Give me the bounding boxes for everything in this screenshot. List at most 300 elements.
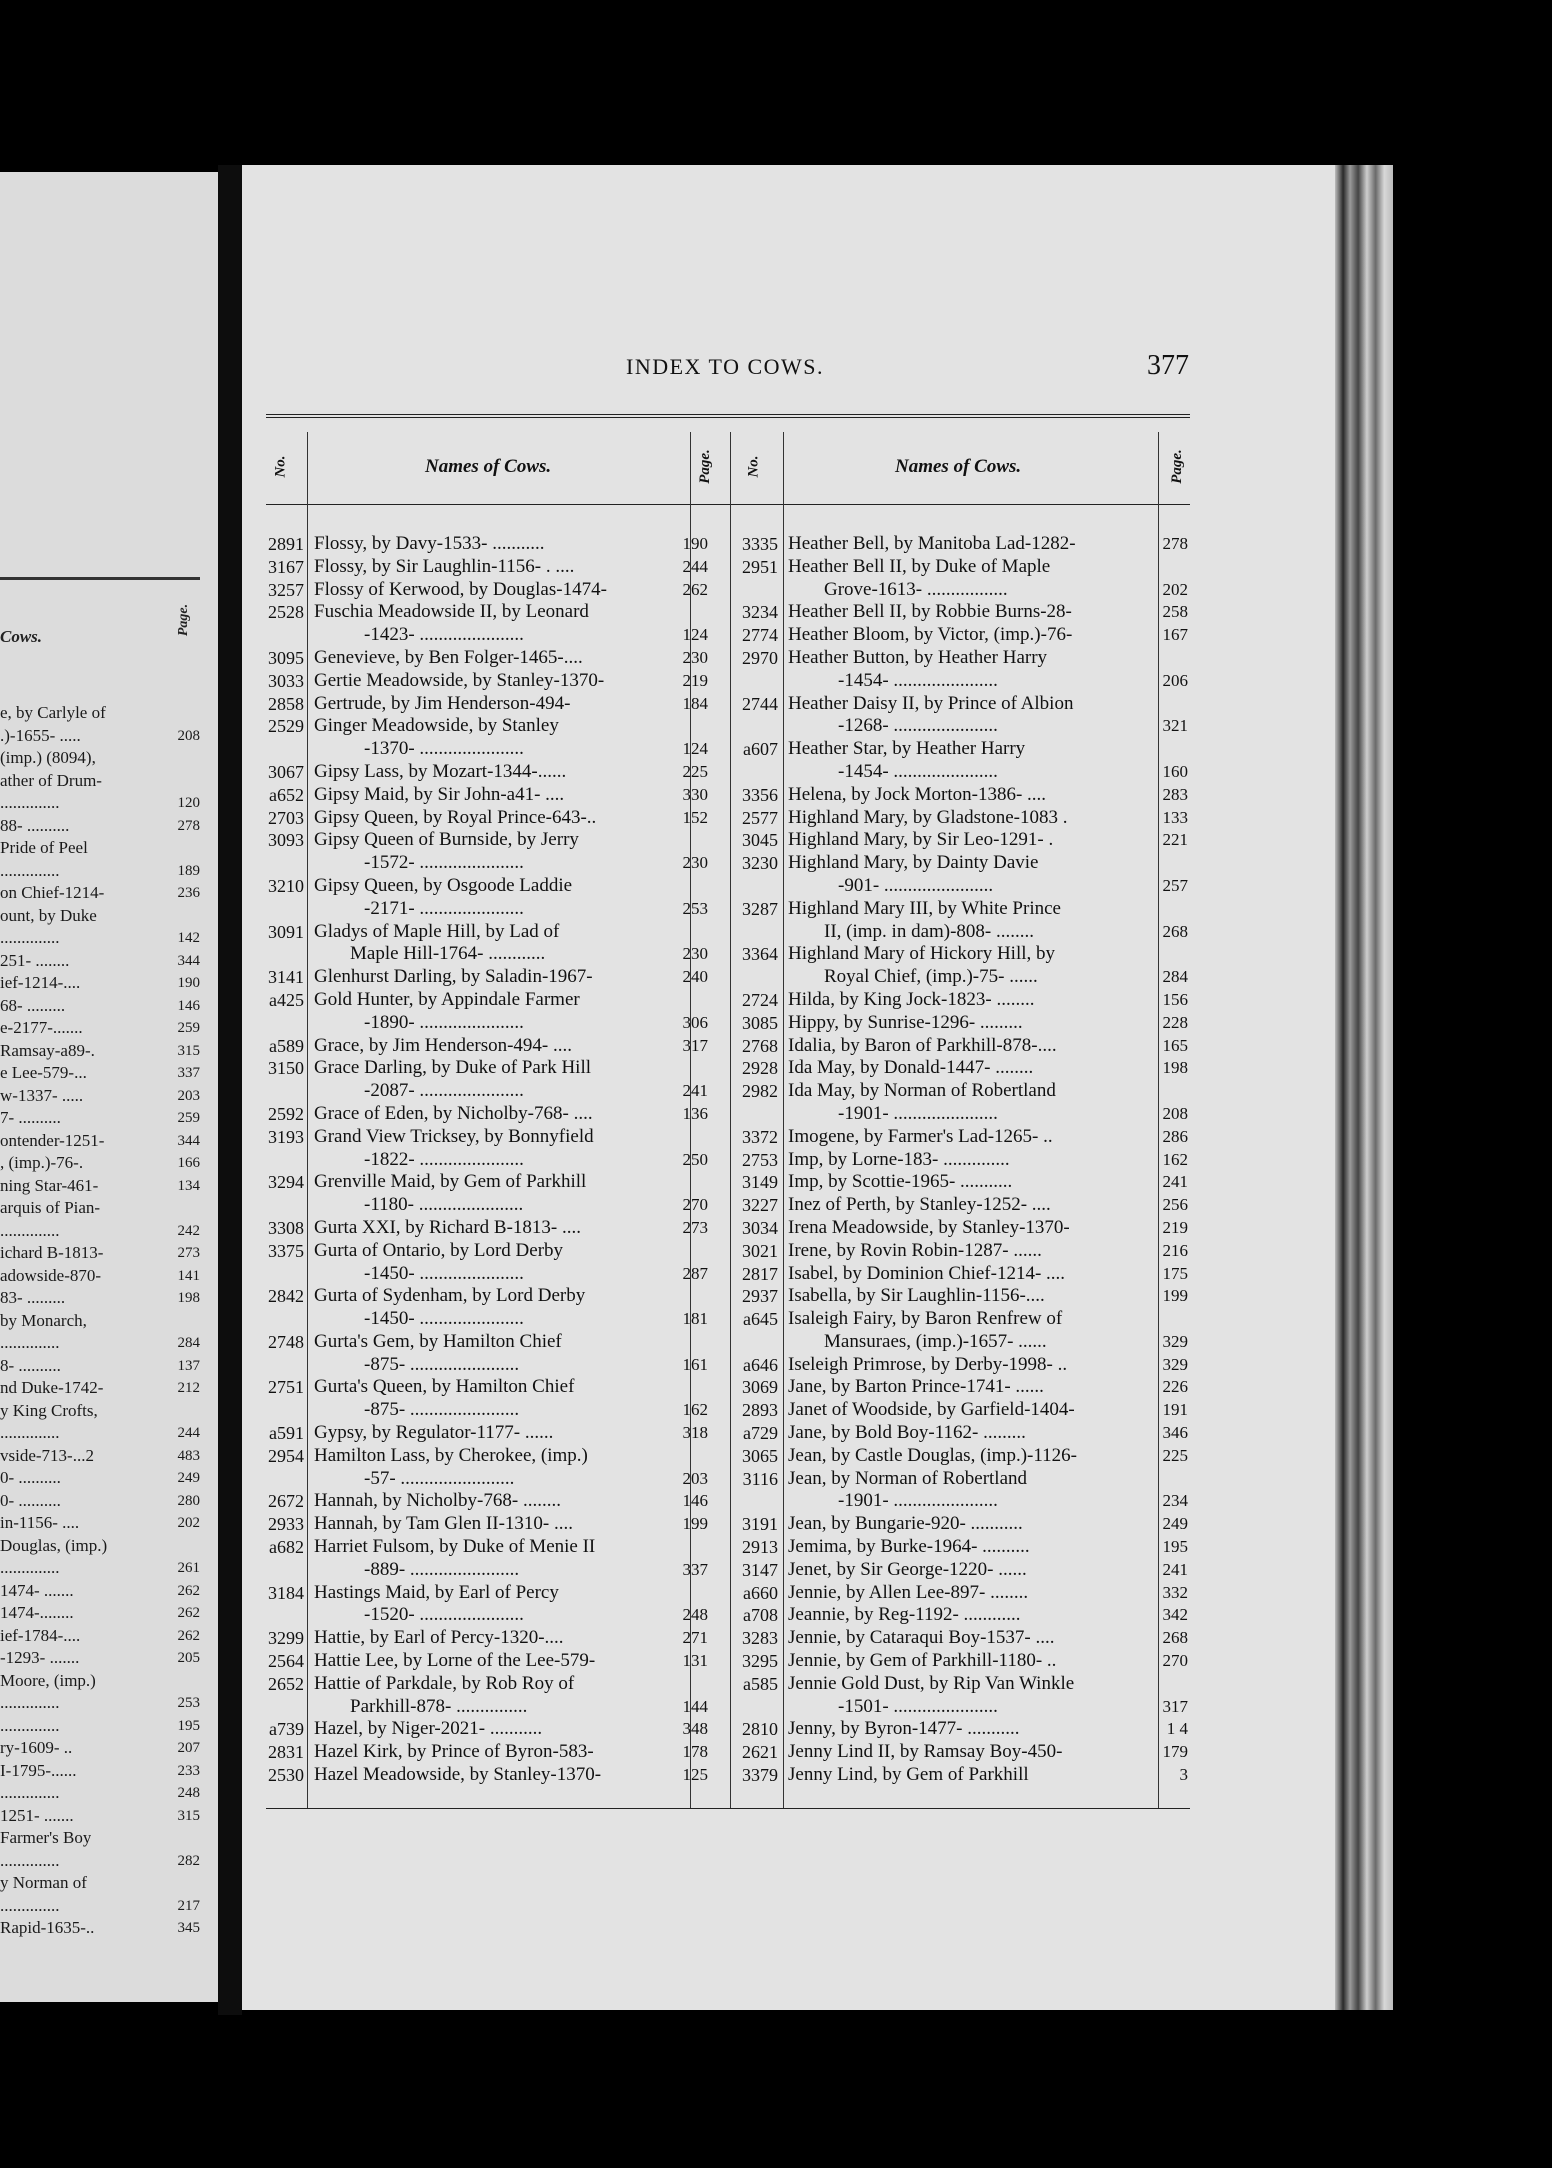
entry-page: 225: [1162, 1445, 1188, 1465]
left-fragment-text: I-1795-......: [0, 1760, 77, 1780]
entry-name: [782, 693, 1156, 739]
left-fragment-row: [0, 1197, 200, 1220]
page-header-left: Page.: [696, 449, 713, 484]
index-entry: [252, 784, 708, 807]
left-fragment-row: [0, 995, 200, 1018]
entry-name-line: Janet of Woodside, by Garfield-1404-: [788, 1399, 1075, 1421]
entry-name: [308, 1103, 676, 1126]
left-fragment-text: , (imp.)-76-.: [0, 1153, 84, 1172]
entry-name-line: Heather Star, by Heather Harry: [788, 738, 1026, 760]
index-entry: [252, 556, 708, 579]
entry-number: 2774: [742, 625, 778, 646]
entry-name: [308, 601, 676, 647]
left-fragment-row: [0, 770, 200, 793]
index-entry: [252, 921, 708, 967]
entry-page: 199: [1162, 1286, 1188, 1306]
index-entry: [252, 1764, 708, 1787]
entry-number: a591: [269, 1423, 304, 1444]
left-fragment-page: 249: [177, 1470, 200, 1486]
left-fragment-row: [0, 702, 200, 725]
left-fragment-row: [0, 1377, 200, 1400]
entry-page: 124: [682, 625, 708, 645]
index-entry: [252, 829, 708, 875]
entry-name: [782, 1126, 1156, 1149]
left-fragment-page: 344: [177, 1132, 200, 1149]
entry-name: [308, 1240, 676, 1286]
entry-name-line: Inez of Perth, by Stanley-1252- ....: [788, 1194, 1051, 1216]
entry-name-line: -875- .......................: [364, 1399, 520, 1421]
entry-name-line: Irena Meadowside, by Stanley-1370-: [788, 1216, 1070, 1238]
index-entry: [726, 1468, 1188, 1514]
left-fragment-text: 68- .........: [0, 995, 66, 1015]
left-fragment-page: 278: [177, 817, 200, 834]
entry-name: [782, 829, 1156, 852]
left-fragment-page: 198: [177, 1290, 200, 1306]
index-entry: [726, 1126, 1188, 1149]
left-fragment-row: [0, 1355, 200, 1378]
entry-page: 262: [682, 579, 708, 599]
entry-page: 330: [682, 784, 708, 804]
entry-name-line: -1501- ......................: [838, 1695, 998, 1717]
book-spine: [218, 165, 242, 2015]
index-entry: [252, 715, 708, 761]
entry-number: a646: [743, 1354, 778, 1375]
left-fragment-text: Moore, (imp.): [0, 1670, 96, 1690]
entry-page: 306: [682, 1012, 708, 1032]
left-fragment-page: [168, 1872, 200, 1895]
entry-name-line: Imp, by Scottie-1965- ...........: [788, 1171, 1013, 1193]
left-fragment-text: ichard B-1813-: [0, 1243, 104, 1262]
entry-page: 226: [1162, 1377, 1188, 1397]
left-fragment-page: 337: [177, 1065, 200, 1081]
left-fragment-row: [0, 1782, 200, 1805]
entry-page: 133: [1162, 807, 1188, 827]
entry-name-line: Gurta XXI, by Richard B-1813- ....: [314, 1216, 582, 1238]
entry-name: [782, 1308, 1156, 1354]
left-fragment-text: ..............: [0, 1850, 60, 1870]
left-fragment-page: 203: [177, 1087, 200, 1104]
left-fragment-page: 344: [177, 952, 200, 969]
entry-name-line: Jean, by Bungarie-920- ...........: [788, 1513, 1023, 1535]
index-entry: [252, 1536, 708, 1582]
left-fragment-page: 202: [177, 1515, 200, 1531]
left-fragment-row: [0, 1692, 200, 1715]
left-fragment-page: 141: [177, 1267, 200, 1284]
left-fragment-row: [0, 725, 200, 748]
entry-page: 144: [682, 1696, 708, 1716]
left-fragment-text: 1251- .......: [0, 1805, 74, 1825]
entry-name: [782, 1171, 1156, 1194]
left-fragment-text: 83- .........: [0, 1288, 66, 1307]
entry-number: 3230: [742, 853, 778, 874]
entry-name: [308, 1764, 676, 1787]
entry-page: 162: [1162, 1149, 1188, 1169]
entry-page: 318: [682, 1423, 708, 1443]
entry-name: [782, 1376, 1156, 1399]
index-entry: [252, 1627, 708, 1650]
entry-name: [782, 1582, 1156, 1605]
index-entry: [726, 1536, 1188, 1559]
entry-name-line: Heather Bell II, by Robbie Burns-28-: [788, 601, 1072, 623]
left-fragment-row: [0, 1490, 200, 1513]
index-entry: [726, 601, 1188, 624]
entry-page: 268: [1162, 1628, 1188, 1648]
entry-name-line: Parkhill-878- ...............: [350, 1695, 528, 1717]
index-entry: [252, 579, 708, 602]
left-fragment-row: [0, 905, 200, 928]
entry-number: 2724: [742, 989, 778, 1010]
names-header-left: Names of Cows.: [425, 456, 552, 477]
index-entry: [252, 1376, 708, 1422]
left-fragment-text: ief-1214-....: [0, 973, 81, 992]
left-fragment-text: 251- ........: [0, 950, 70, 970]
entry-name-line: Flossy, by Sir Laughlin-1156- . ....: [314, 555, 575, 577]
index-entry: [726, 1194, 1188, 1217]
index-entry: [726, 556, 1188, 602]
entry-name-line: Hannah, by Nicholby-768- ........: [314, 1490, 561, 1512]
left-fragment-page: [168, 1535, 200, 1558]
left-fragment-page: 262: [177, 1627, 200, 1644]
entry-name-line: Ida May, by Donald-1447- ........: [788, 1057, 1034, 1079]
entry-number: 3364: [742, 944, 778, 965]
left-fragment-row: [0, 1310, 200, 1333]
index-entry: [726, 1171, 1188, 1194]
index-entry: [726, 807, 1188, 830]
index-entry: [252, 1650, 708, 1673]
left-fragment-page: 233: [177, 1762, 200, 1779]
entry-name-line: Isaleigh Fairy, by Baron Renfrew of: [788, 1308, 1063, 1330]
entry-name-line: -1370- ......................: [364, 738, 524, 760]
entry-page: 161: [682, 1354, 708, 1374]
index-entry: [726, 1354, 1188, 1377]
entry-name: [308, 556, 676, 579]
entry-page: 230: [682, 944, 708, 964]
entry-name: [308, 1126, 676, 1172]
left-fragment-page: 345: [177, 1920, 200, 1936]
entry-number: 3147: [742, 1559, 778, 1580]
page-header-right: Page.: [1168, 449, 1185, 484]
entry-number: 2703: [268, 807, 304, 828]
left-fragment-text: ..............: [0, 1558, 60, 1577]
entry-name: [782, 1627, 1156, 1650]
index-column-left: [252, 533, 708, 1787]
no-header-right: No.: [745, 455, 762, 478]
entry-number: 2858: [268, 693, 304, 714]
entry-page: 283: [1162, 784, 1188, 804]
entry-number: 3150: [268, 1058, 304, 1079]
left-fragment-text: -1293- .......: [0, 1648, 80, 1667]
entry-page: 270: [682, 1195, 708, 1215]
entry-name-line: -2087- ......................: [364, 1080, 524, 1102]
entry-name-line: Grenville Maid, by Gem of Parkhill: [314, 1171, 587, 1193]
entry-name: [308, 1741, 676, 1764]
entry-name-line: Jennie, by Cataraqui Boy-1537- ....: [788, 1627, 1055, 1649]
bottom-rule: [266, 1808, 1190, 1809]
left-fragment-text: 7- ..........: [0, 1108, 61, 1127]
entry-name: [308, 579, 676, 602]
left-fragment-text: ..............: [0, 860, 60, 880]
entry-name-line: Grace Darling, by Duke of Park Hill: [314, 1057, 592, 1079]
entry-page: 190: [682, 534, 708, 553]
entry-page: 271: [682, 1628, 708, 1648]
left-fragment-page: 134: [177, 1177, 200, 1194]
entry-page: 273: [682, 1217, 708, 1237]
left-fragment-text: vside-713-...2: [0, 1445, 94, 1465]
left-fragment-row: [0, 1107, 200, 1130]
left-fragment-page: 253: [177, 1695, 200, 1711]
entry-name: [308, 761, 676, 784]
left-fragment-text: Douglas, (imp.): [0, 1535, 108, 1555]
entry-name-line: -1822- ......................: [364, 1148, 524, 1170]
left-fragment-text: ..............: [0, 793, 60, 812]
entry-name: [308, 966, 676, 989]
entry-page: 125: [682, 1765, 708, 1785]
entry-name-line: Highland Mary, by Gladstone-1083 .: [788, 806, 1068, 828]
entry-number: 2753: [742, 1149, 778, 1170]
entry-name: [308, 1490, 676, 1513]
index-entry: [252, 1513, 708, 1536]
left-fragment-page: 280: [177, 1492, 200, 1509]
entry-name-line: Isabel, by Dominion Chief-1214- ....: [788, 1262, 1066, 1284]
entry-number: 2913: [742, 1537, 778, 1558]
entry-page: 167: [1162, 625, 1188, 645]
left-fragment-text: e-2177-.......: [0, 1018, 83, 1037]
left-fragment-text: ..............: [0, 1783, 60, 1802]
entry-page: 249: [1162, 1514, 1188, 1534]
entry-name: [308, 1650, 676, 1673]
entry-number: 3335: [742, 534, 778, 554]
entry-number: 2577: [742, 807, 778, 828]
entry-page: 348: [682, 1719, 708, 1739]
index-entry: [726, 624, 1188, 647]
entry-number: a585: [743, 1673, 778, 1694]
entry-number: 3295: [742, 1651, 778, 1672]
entry-name-line: Grace of Eden, by Nicholby-768- ....: [314, 1102, 593, 1124]
entry-name: [782, 533, 1156, 556]
index-entry: [726, 1764, 1188, 1787]
index-entry: [726, 1559, 1188, 1582]
entry-page: 136: [682, 1103, 708, 1123]
left-fragment-text: adowside-870-: [0, 1265, 102, 1285]
entry-page: 206: [1162, 670, 1188, 690]
entry-page: 195: [1162, 1537, 1188, 1557]
left-fragment-page: 244: [177, 1425, 200, 1441]
entry-name-line: Gertie Meadowside, by Stanley-1370-: [314, 669, 605, 691]
page-edge: [1335, 165, 1393, 2010]
entry-name-line: Hattie Lee, by Lorne of the Lee-579-: [314, 1650, 596, 1672]
left-fragment-row: [0, 1130, 200, 1153]
left-fragment-page: 205: [177, 1650, 200, 1666]
entry-name-line: Hazel, by Niger-2021- ...........: [314, 1718, 543, 1740]
entry-name-line: -1901- ......................: [838, 1490, 998, 1512]
entry-number: a708: [743, 1605, 778, 1626]
entry-page: 131: [682, 1651, 708, 1671]
left-fragment-row: [0, 950, 200, 973]
entry-name: [782, 1445, 1156, 1468]
entry-name: [782, 1012, 1156, 1035]
entry-name: [308, 693, 676, 716]
left-fragment-text: y King Crofts,: [0, 1400, 98, 1420]
left-fragment-text: arquis of Pian-: [0, 1198, 101, 1217]
entry-number: 2937: [742, 1286, 778, 1307]
entry-name-line: Jane, by Barton Prince-1741- ......: [788, 1376, 1044, 1398]
entry-number: 2891: [268, 534, 304, 554]
entry-number: 3167: [268, 556, 304, 577]
names-header-right: Names of Cows.: [895, 456, 1022, 477]
entry-page: 256: [1162, 1195, 1188, 1215]
entry-name-line: Highland Mary, by Dainty Davie: [788, 852, 1039, 874]
no-header-left: No.: [272, 455, 289, 478]
entry-page: 124: [682, 739, 708, 759]
entry-name-line: Hilda, by King Jock-1823- ........: [788, 988, 1035, 1010]
left-fragment-page: 195: [177, 1717, 200, 1734]
index-entry: [726, 1718, 1188, 1741]
entry-name: [782, 1513, 1156, 1536]
left-fragment-text: ning Star-461-: [0, 1175, 99, 1195]
entry-number: 2817: [742, 1263, 778, 1284]
left-fragment-text: 8- ..........: [0, 1355, 61, 1375]
index-entry: [252, 1582, 708, 1628]
entry-name: [308, 921, 676, 967]
index-entry: [726, 738, 1188, 784]
entry-name-line: -875- .......................: [364, 1353, 520, 1375]
entry-number: 3065: [742, 1445, 778, 1466]
entry-name-line: Flossy, by Davy-1533- ...........: [314, 533, 545, 554]
entry-name-line: Gurta's Gem, by Hamilton Chief: [314, 1330, 562, 1352]
entry-name: [308, 1582, 676, 1628]
left-fragment-text: in-1156- ....: [0, 1513, 80, 1532]
left-fragment-row: [0, 1085, 200, 1108]
entry-number: a729: [743, 1423, 778, 1444]
left-fragment-page: [168, 702, 200, 725]
left-fragment-row: [0, 1647, 200, 1670]
left-fragment-text: Pride of Peel: [0, 838, 88, 857]
index-entry: [726, 1673, 1188, 1719]
entry-page: 225: [682, 761, 708, 781]
entry-name-line: Hattie, by Earl of Percy-1320-....: [314, 1627, 564, 1649]
left-fragment-page: 273: [177, 1245, 200, 1261]
entry-name: [782, 738, 1156, 784]
entry-name-line: -889- .......................: [364, 1558, 520, 1580]
index-entry: [726, 784, 1188, 807]
index-entry: [726, 1035, 1188, 1058]
entry-name-line: Harriet Fulsom, by Duke of Menie II: [314, 1536, 596, 1558]
left-fragment-page: 208: [177, 727, 200, 744]
left-fragment-row: [0, 1670, 200, 1693]
entry-page: 228: [1162, 1012, 1188, 1032]
left-fragment-row: [0, 1625, 200, 1648]
left-fragment-row: [0, 860, 200, 883]
entry-name-line: Ida May, by Norman of Robertland: [788, 1080, 1056, 1102]
entry-name-line: Hattie of Parkdale, by Rob Roy of: [314, 1672, 575, 1694]
entry-number: a682: [269, 1537, 304, 1558]
entry-page: 244: [682, 556, 708, 576]
entry-name-line: -1454- ......................: [838, 760, 998, 782]
index-entry: [726, 1285, 1188, 1308]
left-fragment-text: by Monarch,: [0, 1310, 87, 1330]
entry-name-line: Hazel Kirk, by Prince of Byron-583-: [314, 1741, 594, 1763]
entry-name: [782, 1604, 1156, 1627]
entry-name-line: Hippy, by Sunrise-1296- .........: [788, 1011, 1023, 1033]
index-entry: [252, 807, 708, 830]
left-fragment-text: ..............: [0, 1693, 60, 1712]
left-fragment-page: 166: [177, 1155, 200, 1171]
entry-page: 248: [682, 1605, 708, 1625]
left-fragment-text: y Norman of: [0, 1873, 87, 1892]
index-entry: [252, 989, 708, 1035]
entry-name: [308, 807, 676, 830]
entry-name: [308, 1331, 676, 1377]
entry-name-line: II, (imp. in dam)-808- ........: [824, 920, 1035, 942]
left-fragment-page: 236: [177, 885, 200, 901]
left-fragment-row: [0, 1152, 200, 1175]
left-fragment-page: 212: [177, 1380, 200, 1396]
index-entry: [726, 1513, 1188, 1536]
entry-name-line: Gold Hunter, by Appindale Farmer: [314, 988, 580, 1010]
running-head: INDEX TO COWS.: [626, 354, 825, 379]
entry-name: [782, 1468, 1156, 1514]
entry-number: 3184: [268, 1582, 304, 1603]
left-fragment-page: 315: [177, 1807, 200, 1824]
entry-name: [782, 1057, 1156, 1080]
entry-page: 278: [1162, 534, 1188, 553]
index-entry: [726, 1650, 1188, 1673]
left-fragment-row: [0, 815, 200, 838]
entry-number: 3356: [742, 784, 778, 805]
entry-page: 208: [1162, 1103, 1188, 1123]
index-entry: [726, 1080, 1188, 1126]
entry-page: 221: [1162, 830, 1188, 850]
index-entry: [252, 1445, 708, 1491]
entry-name: [782, 647, 1156, 693]
entry-name-line: Heather Daisy II, by Prince of Albion: [788, 692, 1074, 714]
left-fragment-row: [0, 972, 200, 995]
entry-number: 3021: [742, 1240, 778, 1261]
entry-name-line: Heather Bell, by Manitoba Lad-1282-: [788, 533, 1076, 554]
left-fragment-row: [0, 1040, 200, 1063]
entry-name-line: Jenny Lind II, by Ramsay Boy-450-: [788, 1741, 1063, 1763]
entry-name-line: Iseleigh Primrose, by Derby-1998- ..: [788, 1353, 1068, 1375]
entry-page: 156: [1162, 989, 1188, 1009]
entry-number: 2954: [268, 1445, 304, 1466]
header-rule: [266, 504, 1190, 505]
entry-name-line: -1890- ......................: [364, 1011, 524, 1033]
left-fragment-row: [0, 1422, 200, 1445]
index-entry: [726, 1240, 1188, 1263]
left-fragment-row: [0, 1242, 200, 1265]
entry-name: [782, 784, 1156, 807]
entry-name: [308, 1171, 676, 1217]
entry-name-line: Hamilton Lass, by Cherokee, (imp.): [314, 1444, 588, 1466]
entry-name: [782, 1718, 1156, 1741]
left-fragment-page: 146: [177, 997, 200, 1014]
entry-page: 317: [1162, 1696, 1188, 1716]
entry-page: 160: [1162, 761, 1188, 781]
entry-number: 2652: [268, 1673, 304, 1694]
left-fragment-page: 262: [177, 1582, 200, 1599]
entry-number: 3191: [742, 1514, 778, 1535]
entry-name: [782, 1559, 1156, 1582]
left-fragment-text: (imp.) (8094),: [0, 748, 96, 767]
index-entry: [252, 1035, 708, 1058]
entry-name: [308, 1422, 676, 1445]
entry-name-line: Gipsy Lass, by Mozart-1344-......: [314, 760, 567, 782]
entry-name-line: Jenny Lind, by Gem of Parkhill: [788, 1764, 1029, 1786]
left-fragment-row: [0, 1872, 200, 1895]
left-fragment-text: ount, by Duke: [0, 905, 97, 925]
index-entry: [252, 533, 708, 556]
entry-number: 2529: [268, 716, 304, 737]
